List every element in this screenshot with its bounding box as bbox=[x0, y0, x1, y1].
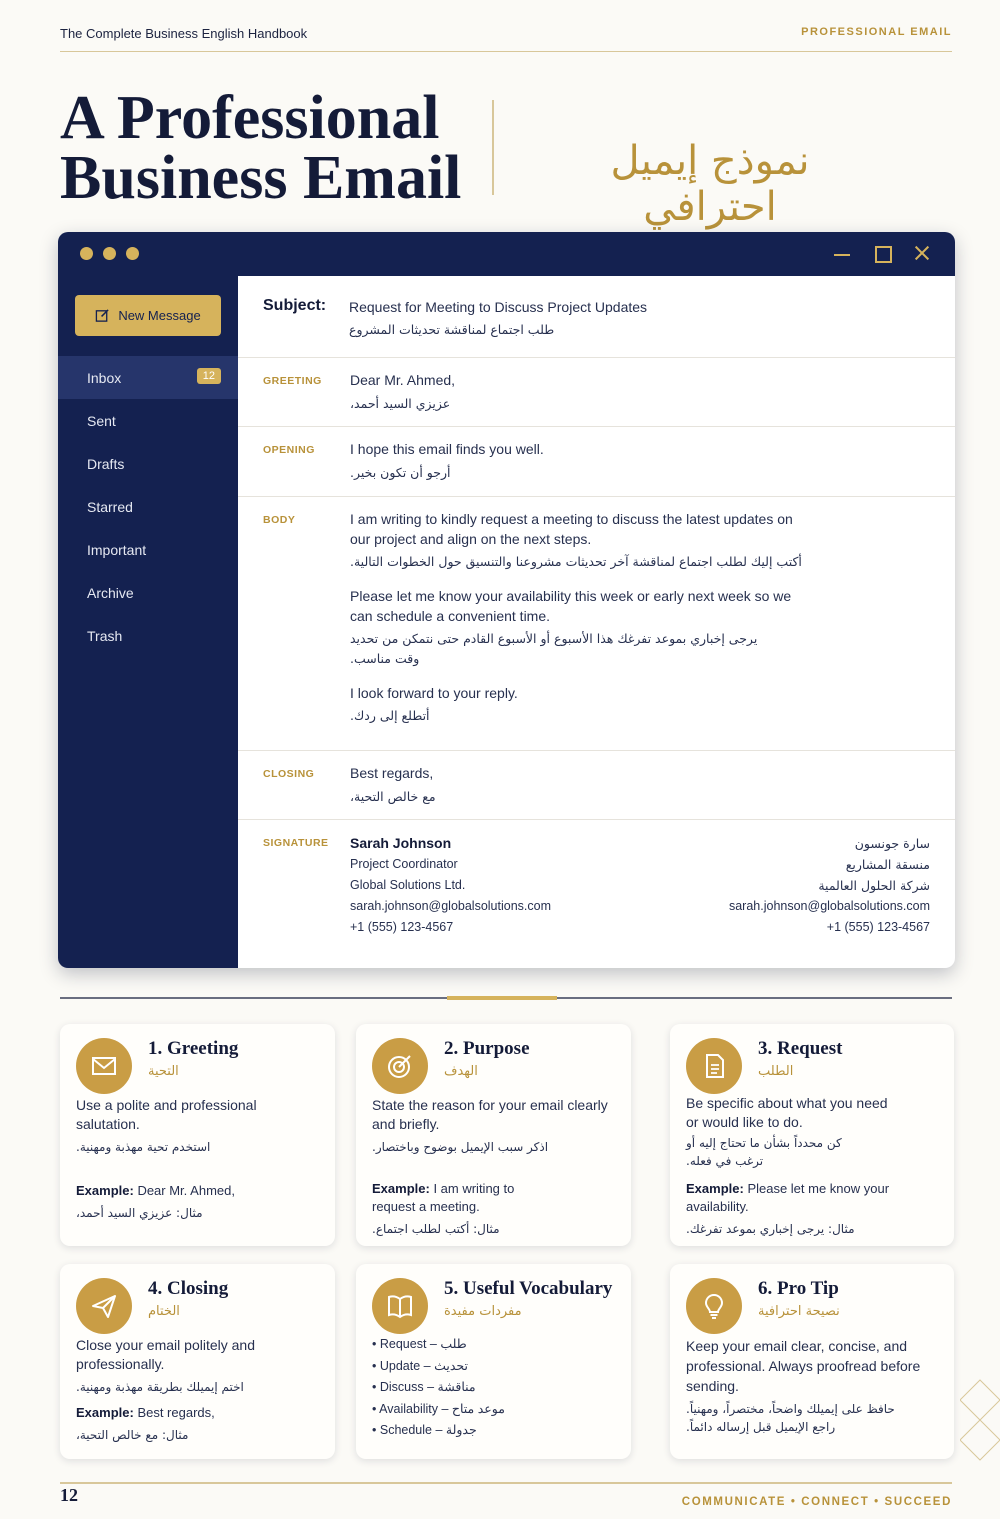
decorative-pattern bbox=[960, 1360, 1000, 1480]
signature-phone-arabic: +1 (555) 123-4567 bbox=[826, 920, 930, 934]
example-text: Please let me know your availability. bbox=[686, 1181, 890, 1214]
signature-role: Project Coordinator bbox=[350, 857, 458, 871]
greeting-en: Dear Mr. Ahmed, bbox=[350, 372, 456, 388]
subject-text: Request for Meeting to Discuss Project Updates bbox=[349, 299, 648, 315]
body-paragraph-1-en: I am writing to kindly request a meeting to discuss the latest updates on our project and align on the next steps. bbox=[350, 511, 793, 547]
unread-badge: 12 bbox=[197, 368, 221, 384]
card-example bbox=[686, 1180, 901, 1216]
close-icon[interactable] bbox=[911, 242, 933, 264]
sidebar-item-label: Starred bbox=[87, 498, 133, 515]
book-title: The Complete Business English Handbook bbox=[60, 26, 308, 41]
card-title-arabic: الطلب bbox=[758, 1064, 794, 1079]
sidebar-item-label: Inbox bbox=[87, 369, 122, 386]
tip-card-purpose bbox=[356, 1024, 631, 1246]
signature-name: Sarah Johnson bbox=[350, 835, 452, 851]
card-title-arabic: الختام bbox=[148, 1304, 180, 1319]
section-label: PROFESSIONAL EMAIL bbox=[801, 26, 952, 38]
signature-company: Global Solutions Ltd. bbox=[350, 878, 466, 892]
card-title: 2. Purpose bbox=[444, 1038, 530, 1059]
closing-section bbox=[238, 751, 955, 820]
page-title bbox=[60, 84, 462, 212]
sidebar-item-label: Archive bbox=[87, 584, 134, 601]
sidebar-item-inbox[interactable] bbox=[58, 356, 238, 399]
subject-row bbox=[238, 276, 955, 358]
window-dot-icon bbox=[103, 247, 116, 260]
signature-block-arabic bbox=[729, 833, 930, 938]
sidebar-item-label: Important bbox=[87, 541, 147, 558]
opening-section bbox=[238, 427, 955, 497]
tip-card-greeting bbox=[60, 1024, 335, 1246]
section-label: GREETING bbox=[263, 375, 322, 387]
sidebar-item-trash[interactable] bbox=[58, 614, 238, 657]
signature-name-arabic: سارة جونسون bbox=[854, 836, 930, 851]
card-example-arabic: مثال: يرجى إخباري بموعد تفرغك. bbox=[686, 1222, 855, 1236]
sidebar-item-archive[interactable] bbox=[58, 571, 238, 614]
body-section bbox=[238, 497, 955, 751]
sidebar-item-drafts[interactable] bbox=[58, 442, 238, 485]
vocabulary-item: • Update – تحديث bbox=[372, 1356, 505, 1378]
body-text bbox=[350, 509, 810, 726]
page-title-line1: A Professional bbox=[60, 84, 440, 152]
card-example-arabic: مثال: مع خالص التحية، bbox=[76, 1428, 189, 1442]
card-example bbox=[76, 1404, 321, 1422]
card-title: 4. Closing bbox=[148, 1278, 229, 1299]
opening-en: I hope this email finds you well. bbox=[350, 441, 544, 457]
tip-card-request bbox=[670, 1024, 954, 1246]
footer-rule bbox=[60, 1482, 952, 1484]
compose-icon bbox=[95, 308, 110, 323]
section-label: BODY bbox=[263, 514, 296, 526]
card-description: State the reason for your email clearly and briefly. bbox=[372, 1097, 608, 1132]
card-example bbox=[372, 1180, 552, 1216]
section-label: OPENING bbox=[263, 444, 315, 456]
card-title: 1. Greeting bbox=[148, 1038, 239, 1059]
signature-block bbox=[350, 833, 551, 938]
sidebar-item-sent[interactable] bbox=[58, 399, 238, 442]
footer-tagline: COMMUNICATE • CONNECT • SUCCEED bbox=[681, 1496, 952, 1508]
window-dots bbox=[80, 247, 139, 260]
card-description-arabic: استخدم تحية مهذبة ومهنية. bbox=[76, 1140, 211, 1154]
sidebar-item-label: Drafts bbox=[87, 455, 125, 472]
lightbulb-icon bbox=[686, 1278, 742, 1334]
card-title: 5. Useful Vocabulary bbox=[444, 1278, 613, 1299]
card-description: Keep your email clear, concise, and professional. Always proofread before sending. bbox=[686, 1338, 921, 1394]
window-dot-icon bbox=[80, 247, 93, 260]
card-example bbox=[76, 1182, 321, 1200]
example-label: Example: bbox=[76, 1405, 134, 1420]
body-paragraph-2-ar: يرجى إخباري بموعد تفرغك هذا الأسبوع أو الأسبوع القادم حتى نتمكن من تحديد وقت مناسب. bbox=[350, 631, 758, 666]
sidebar-item-important[interactable] bbox=[58, 528, 238, 571]
card-title-arabic: مفردات مفيدة bbox=[444, 1304, 522, 1319]
tip-card-pro-tip bbox=[670, 1264, 954, 1459]
document-icon bbox=[686, 1038, 742, 1094]
opening-text bbox=[350, 439, 544, 483]
page-title-line2: Business Email bbox=[60, 144, 462, 212]
send-icon bbox=[76, 1278, 132, 1334]
card-title: 3. Request bbox=[758, 1038, 843, 1059]
card-example-arabic: مثال: أكتب لطلب اجتماع. bbox=[372, 1222, 500, 1236]
minimize-icon[interactable] bbox=[831, 242, 853, 264]
card-description-arabic: اختم إيميلك بطريقة مهذبة ومهنية. bbox=[76, 1380, 244, 1394]
example-text: I am writing to request a meeting. bbox=[372, 1181, 515, 1214]
title-divider bbox=[492, 100, 494, 195]
body-paragraph-3-en: I look forward to your reply. bbox=[350, 685, 518, 701]
vocabulary-list bbox=[372, 1334, 505, 1442]
mail-nav bbox=[58, 356, 238, 657]
page-title-arabic: نموذج إيميل احترافي bbox=[610, 138, 810, 230]
maximize-icon[interactable] bbox=[871, 242, 893, 264]
sidebar-item-starred[interactable] bbox=[58, 485, 238, 528]
example-label: Example: bbox=[372, 1181, 430, 1196]
new-message-label: New Message bbox=[118, 308, 201, 323]
vocabulary-item: • Availability – موعد متاح bbox=[372, 1399, 505, 1421]
vocabulary-item: • Discuss – مناقشة bbox=[372, 1377, 505, 1399]
closing-ar: مع خالص التحية، bbox=[350, 789, 436, 804]
page-number: 12 bbox=[60, 1485, 78, 1505]
new-message-button[interactable] bbox=[75, 295, 221, 336]
signature-email-arabic[interactable]: sarah.johnson@globalsolutions.com bbox=[728, 899, 930, 913]
card-description: Be specific about what you need or would like to do. bbox=[686, 1095, 888, 1130]
card-description-arabic: كن محدداً بشأن ما تحتاج إليه أو ترغب في فعله. bbox=[686, 1136, 842, 1168]
email-content bbox=[238, 276, 955, 968]
greeting-text bbox=[350, 370, 455, 414]
example-text: Best regards, bbox=[137, 1405, 215, 1420]
signature-email[interactable]: sarah.johnson@globalsolutions.com bbox=[350, 899, 552, 913]
body-paragraph-1-ar: أكتب إليك لطلب اجتماع لمناقشة آخر تحديثات مشروعنا والتنسيق حول الخطوات التالية. bbox=[350, 554, 802, 569]
card-title: 6. Pro Tip bbox=[758, 1278, 839, 1299]
example-text: Dear Mr. Ahmed, bbox=[137, 1183, 235, 1198]
email-window bbox=[58, 232, 955, 968]
signature-company-arabic: شركة الحلول العالمية bbox=[818, 878, 930, 893]
signature-phone: +1 (555) 123-4567 bbox=[350, 920, 454, 934]
vocabulary-item: • Request – طلب bbox=[372, 1334, 505, 1356]
card-description: Use a polite and professional salutation. bbox=[76, 1097, 257, 1132]
window-titlebar bbox=[58, 232, 955, 276]
example-label: Example: bbox=[76, 1183, 134, 1198]
tip-card-vocabulary bbox=[356, 1264, 631, 1459]
card-title-arabic: التحية bbox=[148, 1064, 179, 1079]
card-description-arabic: اذكر سبب الإيميل بوضوح وباختصار. bbox=[372, 1140, 549, 1154]
window-dot-icon bbox=[126, 247, 139, 260]
window-controls bbox=[831, 242, 933, 264]
greeting-section bbox=[238, 358, 955, 427]
card-description-arabic: حافظ على إيميلك واضحاً، مختصراً، ومهنياً. راجع الإيميل قبل إرساله دائماً. bbox=[686, 1402, 895, 1434]
closing-text bbox=[350, 763, 436, 807]
card-title-arabic: نصيحة احترافية bbox=[758, 1304, 840, 1319]
tip-card-closing bbox=[60, 1264, 335, 1459]
card-example-arabic: مثال: عزيزي السيد أحمد، bbox=[76, 1206, 203, 1220]
section-divider-accent bbox=[447, 996, 557, 1000]
example-label: Example: bbox=[686, 1181, 744, 1196]
vocabulary-item: • Schedule – جدولة bbox=[372, 1420, 505, 1442]
body-paragraph-2-en: Please let me know your availability this week or early next week so we can schedule a convenient time. bbox=[350, 588, 792, 624]
target-icon bbox=[372, 1038, 428, 1094]
section-label: SIGNATURE bbox=[263, 837, 329, 849]
sidebar-item-label: Trash bbox=[87, 627, 123, 644]
signature-role-arabic: منسقة المشاريع bbox=[845, 857, 930, 872]
book-icon bbox=[372, 1278, 428, 1334]
signature-section bbox=[238, 820, 955, 960]
greeting-ar: عزيزي السيد أحمد، bbox=[350, 396, 451, 411]
card-title-arabic: الهدف bbox=[444, 1064, 478, 1079]
envelope-icon bbox=[76, 1038, 132, 1094]
mail-sidebar bbox=[58, 276, 238, 968]
subject-text-arabic: طلب اجتماع لمناقشة تحديثات المشروع bbox=[349, 322, 555, 337]
card-description: Close your email politely and professionally. bbox=[76, 1337, 255, 1372]
sidebar-item-label: Sent bbox=[87, 412, 116, 429]
running-head bbox=[60, 26, 952, 52]
subject-label: Subject: bbox=[263, 297, 327, 314]
section-label: CLOSING bbox=[263, 768, 315, 780]
body-paragraph-3-ar: أتطلع إلى ردك. bbox=[350, 708, 430, 723]
opening-ar: أرجو أن تكون بخير. bbox=[350, 465, 451, 480]
closing-en: Best regards, bbox=[350, 765, 434, 781]
